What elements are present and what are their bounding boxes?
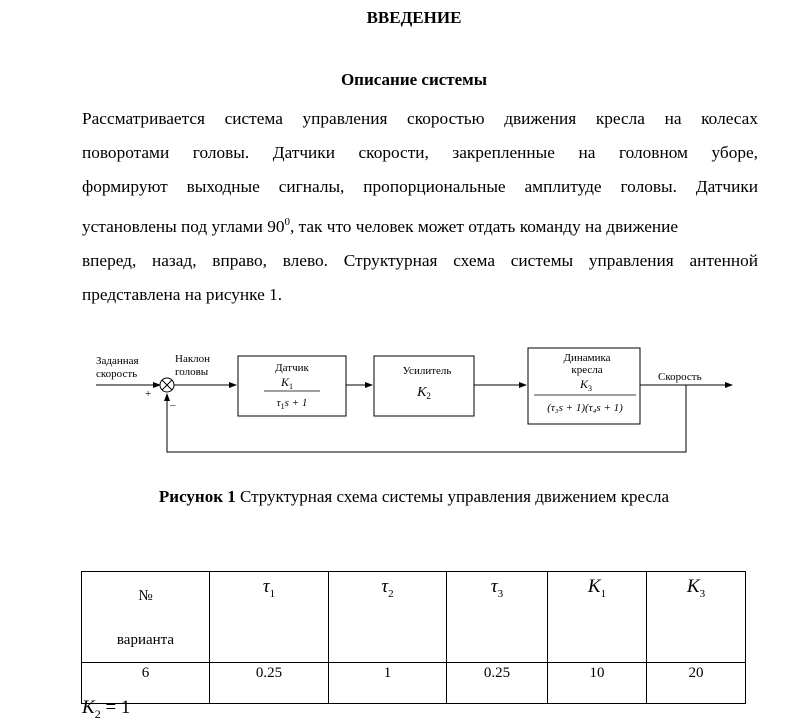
summing-junction-icon [160, 378, 174, 392]
variant-label: варианта [116, 632, 175, 648]
table-cell: 0.25 [447, 663, 548, 704]
parameters-table [81, 571, 746, 704]
header-tau2: $\tau_2$ [329, 572, 447, 663]
paragraph-line: поворотами головы. Датчики скорости, закрепленные на головном уборе, [82, 143, 758, 163]
tilt-label: Наклон [175, 353, 211, 365]
description-paragraph [82, 102, 758, 312]
figure-label: Рисунок 1 [158, 487, 236, 506]
number-sign: № [138, 588, 153, 604]
plus-sign: + [145, 388, 152, 400]
output-label: Скорость [658, 371, 702, 383]
input-label: скорость [96, 368, 138, 380]
section-title: Описание системы [340, 70, 488, 89]
paragraph-line: формируют выходные сигналы, пропорциональные амплитуде головы. Датчики [82, 177, 758, 197]
sensor-denominator: $\tau_1s + 1$ [276, 397, 308, 411]
header-k1: $K_1$ [548, 572, 647, 663]
paragraph-line: вперед, назад, вправо, влево. Структурная схема системы управления антенной [82, 250, 758, 270]
header-tau3: $\tau_3$ [447, 572, 548, 663]
dynamics-title: кресла [571, 364, 603, 376]
paragraph-line: Рассматривается система управления скоростью движения кресла на колесах [82, 109, 758, 128]
k2-note: $K_2 = 1$ [82, 697, 131, 721]
dynamics-denominator: (τ₃s + 1)(τ₄s + 1) [547, 402, 623, 414]
sensor-title: Датчик [275, 362, 309, 374]
block-diagram [82, 340, 762, 470]
table-cell: 10 [548, 663, 647, 704]
tilt-label: головы [175, 366, 209, 378]
dynamics-numerator: $K_3$ [579, 377, 593, 393]
document-title: ВВЕДЕНИЕ [366, 8, 462, 27]
input-label: Заданная [96, 355, 139, 367]
table-row [82, 663, 746, 704]
table-cell: 0.25 [210, 663, 329, 704]
amplifier-title: Усилитель [402, 365, 452, 377]
figure-caption [0, 487, 788, 507]
paragraph-line-start: установлены под углами 90 [82, 216, 285, 236]
figure-caption-text: Структурная схема системы управления движением кресла [235, 487, 670, 506]
header-k3: $K_3$ [647, 572, 746, 663]
dynamics-title: Динамика [563, 352, 611, 364]
minus-sign: – [170, 399, 176, 411]
header-tau1: $\tau_1$ [210, 572, 329, 663]
paragraph-line: представлена на рисунке 1. [82, 284, 283, 304]
amplifier-gain: $K_2$ [417, 385, 431, 401]
table-cell: 6 [82, 663, 210, 704]
table-header-row [82, 572, 746, 663]
paragraph-line-rest: , так что человек может отдать команду на движение [289, 216, 679, 236]
table-cell: 20 [647, 663, 746, 704]
table-cell: 1 [329, 663, 447, 704]
sensor-numerator: $K_1$ [280, 375, 294, 391]
header-variant [82, 572, 210, 663]
degree-superscript: 0 [284, 215, 290, 228]
paragraph-line [82, 205, 758, 244]
